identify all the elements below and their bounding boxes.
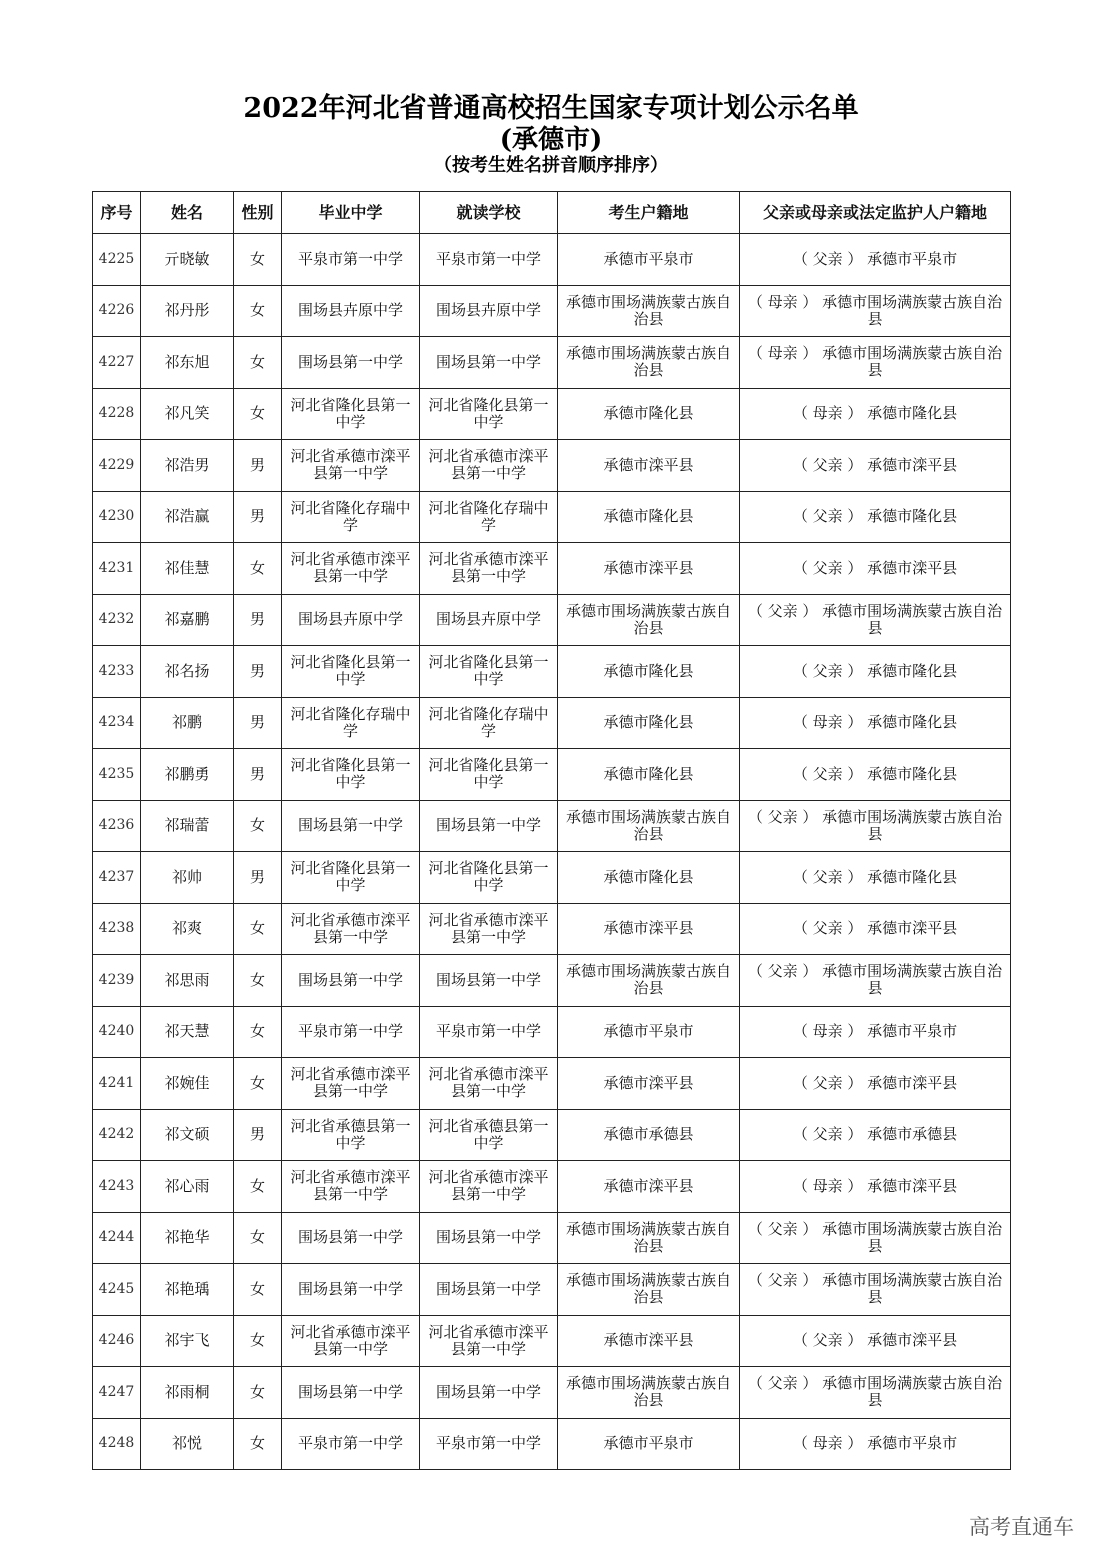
cell-no: 4239 — [93, 955, 141, 1007]
table-row — [93, 491, 1011, 543]
cell-gender: 女 — [234, 337, 282, 389]
cell-hukou: 承德市围场满族蒙古族自治县 — [558, 1212, 740, 1264]
table-row — [93, 1006, 1011, 1058]
table-row — [93, 1418, 1011, 1470]
cell-name: 祁思雨 — [141, 955, 234, 1007]
cell-cur-school: 河北省承德市滦平县第一中学 — [420, 440, 558, 492]
cell-cur-school: 围场县第一中学 — [420, 1212, 558, 1264]
cell-grad-school: 河北省承德市滦平县第一中学 — [282, 543, 420, 595]
cell-parent-hukou: （ 母亲 ） 承德市隆化县 — [740, 697, 1011, 749]
cell-grad-school: 河北省承德市滦平县第一中学 — [282, 440, 420, 492]
cell-gender: 男 — [234, 749, 282, 801]
cell-cur-school: 围场县第一中学 — [420, 337, 558, 389]
cell-no: 4240 — [93, 1006, 141, 1058]
cell-no: 4238 — [93, 903, 141, 955]
cell-parent-hukou: （ 母亲 ） 承德市围场满族蒙古族自治县 — [740, 337, 1011, 389]
table-row — [93, 440, 1011, 492]
cell-parent-hukou: （ 母亲 ） 承德市平泉市 — [740, 1006, 1011, 1058]
table-body — [93, 234, 1011, 1470]
cell-gender: 女 — [234, 285, 282, 337]
cell-hukou: 承德市承德县 — [558, 1109, 740, 1161]
cell-grad-school: 河北省承德市滦平县第一中学 — [282, 903, 420, 955]
cell-name: 祁婉佳 — [141, 1058, 234, 1110]
cell-grad-school: 围场县第一中学 — [282, 800, 420, 852]
cell-hukou: 承德市围场满族蒙古族自治县 — [558, 955, 740, 1007]
cell-parent-hukou: （ 母亲 ） 承德市平泉市 — [740, 1418, 1011, 1470]
cell-gender: 男 — [234, 594, 282, 646]
cell-gender: 男 — [234, 646, 282, 698]
cell-grad-school: 围场县第一中学 — [282, 337, 420, 389]
cell-parent-hukou: （ 父亲 ） 承德市承德县 — [740, 1109, 1011, 1161]
table-row — [93, 1161, 1011, 1213]
cell-no: 4232 — [93, 594, 141, 646]
cell-cur-school: 河北省隆化县第一中学 — [420, 749, 558, 801]
cell-gender: 男 — [234, 1109, 282, 1161]
cell-gender: 男 — [234, 697, 282, 749]
cell-gender: 男 — [234, 440, 282, 492]
cell-hukou: 承德市隆化县 — [558, 852, 740, 904]
cell-grad-school: 河北省隆化县第一中学 — [282, 646, 420, 698]
cell-parent-hukou: （ 父亲 ） 承德市隆化县 — [740, 749, 1011, 801]
cell-no: 4241 — [93, 1058, 141, 1110]
cell-hukou: 承德市隆化县 — [558, 388, 740, 440]
cell-name: 祁文硕 — [141, 1109, 234, 1161]
cell-grad-school: 河北省承德市滦平县第一中学 — [282, 1161, 420, 1213]
cell-cur-school: 围场县第一中学 — [420, 1367, 558, 1419]
table-row — [93, 1212, 1011, 1264]
cell-name: 祁瑞蕾 — [141, 800, 234, 852]
cell-cur-school: 平泉市第一中学 — [420, 1418, 558, 1470]
cell-no: 4248 — [93, 1418, 141, 1470]
cell-grad-school: 平泉市第一中学 — [282, 1418, 420, 1470]
cell-grad-school: 围场县第一中学 — [282, 955, 420, 1007]
cell-no: 4246 — [93, 1315, 141, 1367]
cell-gender: 女 — [234, 955, 282, 1007]
cell-gender: 女 — [234, 543, 282, 595]
cell-no: 4245 — [93, 1264, 141, 1316]
cell-no: 4233 — [93, 646, 141, 698]
cell-grad-school: 河北省隆化存瑞中学 — [282, 491, 420, 543]
cell-hukou: 承德市平泉市 — [558, 234, 740, 286]
cell-hukou: 承德市滦平县 — [558, 1058, 740, 1110]
cell-parent-hukou: （ 父亲 ） 承德市围场满族蒙古族自治县 — [740, 800, 1011, 852]
cell-hukou: 承德市平泉市 — [558, 1418, 740, 1470]
cell-gender: 女 — [234, 1264, 282, 1316]
cell-no: 4242 — [93, 1109, 141, 1161]
cell-hukou: 承德市围场满族蒙古族自治县 — [558, 1264, 740, 1316]
cell-grad-school: 河北省隆化存瑞中学 — [282, 697, 420, 749]
cell-name: 祁丹彤 — [141, 285, 234, 337]
cell-name: 祁名扬 — [141, 646, 234, 698]
cell-no: 4230 — [93, 491, 141, 543]
cell-parent-hukou: （ 父亲 ） 承德市围场满族蒙古族自治县 — [740, 1367, 1011, 1419]
cell-name: 祁爽 — [141, 903, 234, 955]
cell-no: 4234 — [93, 697, 141, 749]
cell-no: 4235 — [93, 749, 141, 801]
cell-hukou: 承德市滦平县 — [558, 440, 740, 492]
cell-parent-hukou: （ 父亲 ） 承德市平泉市 — [740, 234, 1011, 286]
cell-grad-school: 围场县卉原中学 — [282, 285, 420, 337]
cell-cur-school: 河北省隆化县第一中学 — [420, 852, 558, 904]
table-row — [93, 1058, 1011, 1110]
cell-gender: 女 — [234, 1006, 282, 1058]
watermark-text: 高考直通车 — [969, 1515, 1074, 1539]
cell-gender: 女 — [234, 1367, 282, 1419]
table-row — [93, 1109, 1011, 1161]
cell-name: 祁雨桐 — [141, 1367, 234, 1419]
cell-cur-school: 河北省承德市滦平县第一中学 — [420, 1058, 558, 1110]
cell-no: 4225 — [93, 234, 141, 286]
cell-cur-school: 围场县第一中学 — [420, 955, 558, 1007]
cell-parent-hukou: （ 父亲 ） 承德市隆化县 — [740, 852, 1011, 904]
table-row — [93, 1315, 1011, 1367]
cell-cur-school: 河北省隆化县第一中学 — [420, 388, 558, 440]
table-row — [93, 388, 1011, 440]
cell-gender: 女 — [234, 1315, 282, 1367]
cell-grad-school: 河北省承德县第一中学 — [282, 1109, 420, 1161]
cell-cur-school: 围场县第一中学 — [420, 800, 558, 852]
cell-parent-hukou: （ 父亲 ） 承德市隆化县 — [740, 646, 1011, 698]
cell-name: 祁嘉鹏 — [141, 594, 234, 646]
cell-name: 祁宇飞 — [141, 1315, 234, 1367]
col-header-gender: 性别 — [234, 192, 282, 234]
col-header-no: 序号 — [93, 192, 141, 234]
cell-name: 祁天慧 — [141, 1006, 234, 1058]
cell-grad-school: 河北省承德市滦平县第一中学 — [282, 1058, 420, 1110]
cell-name: 祁佳慧 — [141, 543, 234, 595]
table-row — [93, 543, 1011, 595]
cell-cur-school: 平泉市第一中学 — [420, 234, 558, 286]
cell-no: 4228 — [93, 388, 141, 440]
cell-gender: 女 — [234, 1161, 282, 1213]
cell-parent-hukou: （ 父亲 ） 承德市滦平县 — [740, 903, 1011, 955]
cell-cur-school: 围场县第一中学 — [420, 1264, 558, 1316]
cell-parent-hukou: （ 父亲 ） 承德市围场满族蒙古族自治县 — [740, 1212, 1011, 1264]
cell-cur-school: 河北省承德市滦平县第一中学 — [420, 1161, 558, 1213]
cell-cur-school: 河北省隆化县第一中学 — [420, 646, 558, 698]
cell-hukou: 承德市滦平县 — [558, 1161, 740, 1213]
table-row — [93, 594, 1011, 646]
cell-gender: 女 — [234, 1418, 282, 1470]
cell-name: 祁鹏 — [141, 697, 234, 749]
col-header-parent-hukou: 父亲或母亲或法定监护人户籍地 — [740, 192, 1011, 234]
cell-grad-school: 平泉市第一中学 — [282, 234, 420, 286]
cell-grad-school: 平泉市第一中学 — [282, 1006, 420, 1058]
cell-name: 祁心雨 — [141, 1161, 234, 1213]
cell-name: 祁凡笑 — [141, 388, 234, 440]
cell-gender: 女 — [234, 1212, 282, 1264]
cell-name: 祁艳瑀 — [141, 1264, 234, 1316]
roster-table — [92, 191, 1011, 1470]
cell-cur-school: 河北省承德市滦平县第一中学 — [420, 543, 558, 595]
page-subtitle-order: （按考生姓名拼音顺序排序） — [434, 155, 668, 176]
cell-parent-hukou: （ 父亲 ） 承德市滦平县 — [740, 1058, 1011, 1110]
cell-no: 4247 — [93, 1367, 141, 1419]
cell-hukou: 承德市滦平县 — [558, 1315, 740, 1367]
cell-parent-hukou: （ 父亲 ） 承德市围场满族蒙古族自治县 — [740, 1264, 1011, 1316]
cell-no: 4227 — [93, 337, 141, 389]
table-row — [93, 697, 1011, 749]
cell-cur-school: 河北省隆化存瑞中学 — [420, 491, 558, 543]
cell-gender: 女 — [234, 234, 282, 286]
table-row — [93, 1367, 1011, 1419]
cell-hukou: 承德市围场满族蒙古族自治县 — [558, 1367, 740, 1419]
cell-grad-school: 围场县卉原中学 — [282, 594, 420, 646]
cell-grad-school: 围场县第一中学 — [282, 1212, 420, 1264]
cell-cur-school: 河北省隆化存瑞中学 — [420, 697, 558, 749]
cell-parent-hukou: （ 父亲 ） 承德市滦平县 — [740, 1315, 1011, 1367]
cell-hukou: 承德市围场满族蒙古族自治县 — [558, 800, 740, 852]
cell-cur-school: 河北省承德县第一中学 — [420, 1109, 558, 1161]
cell-parent-hukou: （ 父亲 ） 承德市滦平县 — [740, 543, 1011, 595]
cell-hukou: 承德市滦平县 — [558, 543, 740, 595]
cell-parent-hukou: （ 父亲 ） 承德市隆化县 — [740, 491, 1011, 543]
cell-name: 亓晓敏 — [141, 234, 234, 286]
cell-no: 4244 — [93, 1212, 141, 1264]
cell-name: 祁浩男 — [141, 440, 234, 492]
cell-grad-school: 围场县第一中学 — [282, 1264, 420, 1316]
cell-hukou: 承德市围场满族蒙古族自治县 — [558, 594, 740, 646]
col-header-hukou: 考生户籍地 — [558, 192, 740, 234]
cell-gender: 男 — [234, 491, 282, 543]
cell-hukou: 承德市隆化县 — [558, 646, 740, 698]
cell-parent-hukou: （ 母亲 ） 承德市滦平县 — [740, 1161, 1011, 1213]
cell-gender: 女 — [234, 1058, 282, 1110]
cell-hukou: 承德市隆化县 — [558, 749, 740, 801]
cell-name: 祁鹏勇 — [141, 749, 234, 801]
table-row — [93, 646, 1011, 698]
cell-hukou: 承德市隆化县 — [558, 697, 740, 749]
cell-no: 4243 — [93, 1161, 141, 1213]
cell-grad-school: 河北省承德市滦平县第一中学 — [282, 1315, 420, 1367]
table-header-row — [93, 192, 1011, 234]
cell-no: 4237 — [93, 852, 141, 904]
table-row — [93, 337, 1011, 389]
cell-hukou: 承德市隆化县 — [558, 491, 740, 543]
cell-cur-school: 河北省承德市滦平县第一中学 — [420, 1315, 558, 1367]
table-row — [93, 903, 1011, 955]
table-row — [93, 234, 1011, 286]
cell-gender: 女 — [234, 903, 282, 955]
cell-grad-school: 围场县第一中学 — [282, 1367, 420, 1419]
cell-cur-school: 河北省承德市滦平县第一中学 — [420, 903, 558, 955]
cell-gender: 女 — [234, 800, 282, 852]
cell-cur-school: 围场县卉原中学 — [420, 285, 558, 337]
table-row — [93, 749, 1011, 801]
cell-hukou: 承德市围场满族蒙古族自治县 — [558, 285, 740, 337]
cell-parent-hukou: （ 父亲 ） 承德市滦平县 — [740, 440, 1011, 492]
cell-grad-school: 河北省隆化县第一中学 — [282, 388, 420, 440]
cell-no: 4231 — [93, 543, 141, 595]
cell-name: 祁艳华 — [141, 1212, 234, 1264]
cell-hukou: 承德市围场满族蒙古族自治县 — [558, 337, 740, 389]
cell-parent-hukou: （ 母亲 ） 承德市围场满族蒙古族自治县 — [740, 285, 1011, 337]
table-row — [93, 955, 1011, 1007]
cell-name: 祁帅 — [141, 852, 234, 904]
cell-no: 4236 — [93, 800, 141, 852]
table-row — [93, 852, 1011, 904]
cell-parent-hukou: （ 母亲 ） 承德市隆化县 — [740, 388, 1011, 440]
table-row — [93, 1264, 1011, 1316]
table-row — [93, 800, 1011, 852]
cell-name: 祁东旭 — [141, 337, 234, 389]
cell-cur-school: 平泉市第一中学 — [420, 1006, 558, 1058]
cell-parent-hukou: （ 父亲 ） 承德市围场满族蒙古族自治县 — [740, 955, 1011, 1007]
cell-no: 4226 — [93, 285, 141, 337]
cell-grad-school: 河北省隆化县第一中学 — [282, 749, 420, 801]
page-title: 2022年河北省普通高校招生国家专项计划公示名单 — [243, 93, 859, 124]
col-header-name: 姓名 — [141, 192, 234, 234]
cell-grad-school: 河北省隆化县第一中学 — [282, 852, 420, 904]
col-header-grad-school: 毕业中学 — [282, 192, 420, 234]
page-subtitle-city: (承德市) — [499, 125, 603, 155]
cell-cur-school: 围场县卉原中学 — [420, 594, 558, 646]
cell-hukou: 承德市平泉市 — [558, 1006, 740, 1058]
cell-gender: 男 — [234, 852, 282, 904]
cell-gender: 女 — [234, 388, 282, 440]
table-row — [93, 285, 1011, 337]
cell-hukou: 承德市滦平县 — [558, 903, 740, 955]
cell-parent-hukou: （ 父亲 ） 承德市围场满族蒙古族自治县 — [740, 594, 1011, 646]
cell-name: 祁浩赢 — [141, 491, 234, 543]
cell-name: 祁悦 — [141, 1418, 234, 1470]
col-header-cur-school: 就读学校 — [420, 192, 558, 234]
cell-no: 4229 — [93, 440, 141, 492]
